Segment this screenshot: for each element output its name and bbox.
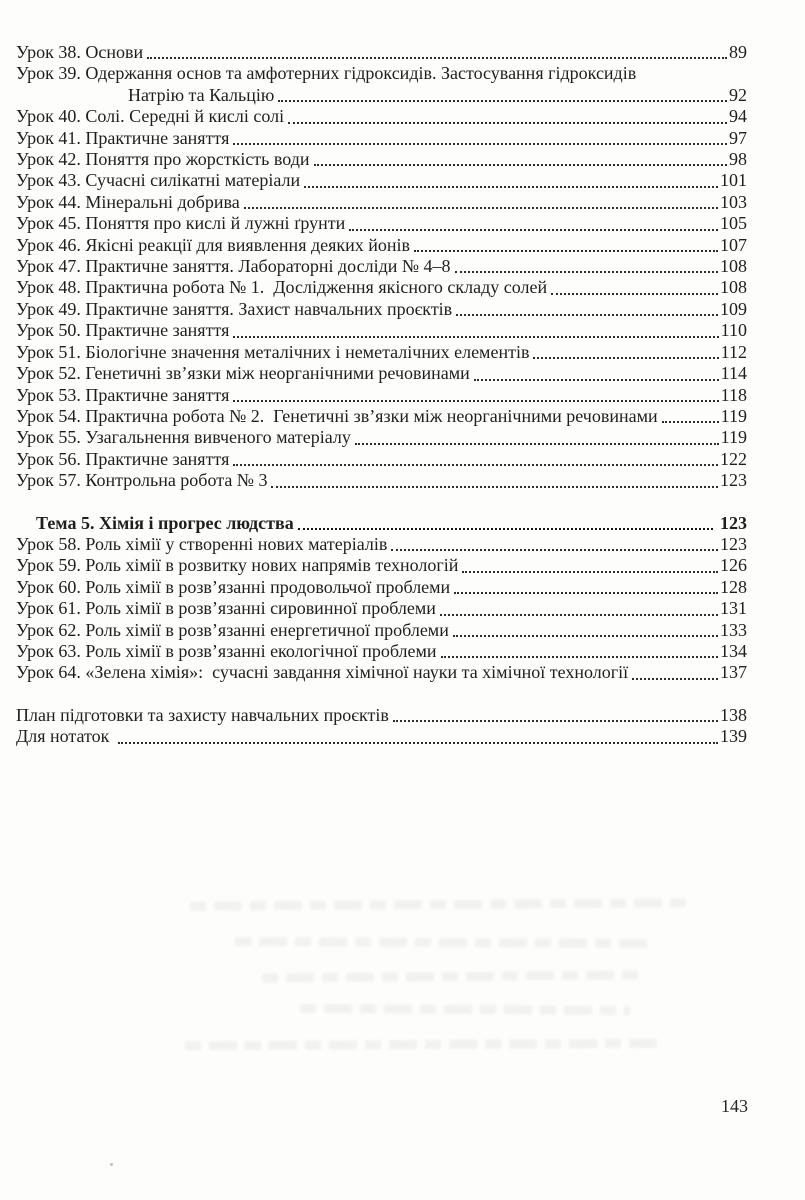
toc-entry-page: 133 (720, 619, 747, 640)
toc-dotted-leader (118, 742, 718, 744)
toc-entry (16, 726, 747, 747)
toc-entry-label: Урок 43. Сучасні силікатні матеріали (16, 170, 301, 191)
toc-entry-page: 109 (720, 298, 747, 319)
toc-list (16, 42, 747, 748)
page-number: 143 (721, 1096, 748, 1116)
toc-entry-label: Урок 59. Роль хімії в розвитку нових напрямів технологій (16, 555, 459, 576)
toc-entry-page: 123 (720, 470, 747, 491)
toc-dotted-leader (393, 720, 718, 722)
toc-entry-label: Урок 61. Роль хімії в розв’язанні сировинної проблеми (16, 598, 436, 619)
toc-dotted-leader (456, 314, 718, 316)
toc-entry-page: 119 (720, 405, 747, 426)
toc-entry (16, 299, 747, 320)
toc-dotted-leader (440, 614, 718, 616)
toc-entry-continuation: Натрію та Кальцію (128, 84, 275, 105)
toc-entry (16, 277, 747, 298)
toc-entry-label: Урок 54. Практична робота № 2. Генетичні зв’язки між неорганічними речовинами (16, 405, 658, 426)
toc-entry-label: Урок 44. Мінеральні добрива (16, 191, 240, 212)
toc-entry-label: Тема 5. Хімія і прогрес людства (36, 512, 294, 533)
toc-section-entry (16, 513, 747, 534)
show-through-artifact (185, 1039, 665, 1051)
toc-entry-label: Урок 38. Основи (16, 42, 144, 62)
toc-entry-label: Урок 49. Практичне заняття. Захист навчальних проєктів (16, 298, 453, 319)
toc-dotted-leader (474, 379, 719, 381)
toc-dotted-leader (454, 592, 718, 594)
toc-entry-page: 110 (720, 320, 747, 341)
show-through-artifact (190, 898, 690, 910)
toc-entry (16, 256, 747, 277)
toc-dotted-leader (147, 57, 727, 59)
show-through-artifact (235, 937, 655, 948)
toc-entry-page: 128 (720, 576, 747, 597)
toc-entry (16, 555, 747, 576)
toc-dotted-leader (349, 229, 718, 231)
toc-entry-page: 126 (720, 555, 747, 576)
toc-dotted-leader (632, 678, 718, 680)
toc-entry-label: Урок 42. Поняття про жорсткість води (16, 149, 310, 170)
toc-entry (16, 213, 747, 234)
toc-dotted-leader (233, 143, 727, 145)
toc-entry-label: Урок 57. Контрольна робота № 3 (16, 470, 268, 491)
toc-entry (16, 449, 747, 470)
show-through-artifact (300, 1004, 630, 1015)
toc-entry-page: 123 (720, 512, 747, 533)
toc-entry-page: 123 (720, 533, 747, 554)
toc-entry-page: 139 (720, 726, 747, 747)
toc-entry-label: План підготовки та захисту навчальних проєктів (16, 704, 389, 725)
toc-entry (16, 534, 747, 555)
toc-entry-page: 101 (720, 170, 747, 191)
toc-entry-page: 108 (720, 277, 747, 298)
toc-entry-label: Урок 50. Практичне заняття (16, 320, 230, 341)
toc-entry-label: Урок 64. «Зелена хімія»: сучасні завдання хімічної науки та хімічної технології (16, 662, 629, 683)
toc-entry-label: Урок 45. Поняття про кислі й лужні ґрунти (16, 213, 346, 234)
toc-entry (16, 620, 747, 641)
toc-entry-label: Урок 52. Генетичні зв’язки між неорганічними речовинами (16, 363, 470, 384)
toc-entry-label: Урок 62. Роль хімії в розв’язанні енергетичної проблеми (16, 619, 449, 640)
toc-entry (16, 342, 747, 363)
toc-entry-label: Урок 53. Практичне заняття (16, 384, 230, 405)
toc-dotted-leader (455, 271, 718, 273)
toc-entry-label: Урок 46. Якісні реакції для виявлення деяких йонів (16, 234, 411, 255)
toc-dotted-leader (453, 635, 718, 637)
toc-dotted-leader (355, 443, 719, 445)
toc-entry-page: 97 (729, 127, 747, 148)
toc-entry-page: 89 (729, 42, 747, 62)
toc-dotted-leader (551, 293, 718, 295)
toc-entry (16, 320, 747, 341)
toc-entry-page: 131 (720, 598, 747, 619)
toc-entry-label: Урок 40. Солі. Середні й кислі солі (16, 106, 285, 127)
toc-entry-page: 103 (720, 191, 747, 212)
toc-entry-page: 107 (720, 234, 747, 255)
toc-dotted-leader (233, 400, 718, 402)
toc-dotted-leader (271, 486, 718, 488)
toc-entry-label: Урок 39. Одержання основ та амфотерних гідроксидів. Застосування гідроксидів (16, 63, 637, 84)
toc-entry (16, 662, 747, 683)
toc-dotted-leader (304, 186, 718, 188)
scan-speck (110, 1163, 113, 1166)
toc-entry-label: Урок 51. Біологічне значення металічних і неметалічних елементів (16, 341, 530, 362)
toc-dotted-leader (414, 250, 718, 252)
toc-entry (16, 427, 747, 448)
toc-entry-page: 105 (720, 213, 747, 234)
toc-entry-page: 114 (720, 363, 747, 384)
toc-entry-label: Для нотаток (16, 726, 114, 747)
toc-entry (16, 363, 747, 384)
toc-entry (16, 641, 747, 662)
toc-entry (16, 170, 747, 191)
toc-entry-page: 122 (720, 448, 747, 469)
toc-entry-page: 138 (720, 704, 747, 725)
toc-entry-page: 108 (720, 256, 747, 277)
toc-dotted-leader (662, 421, 719, 423)
toc-entry (16, 406, 747, 427)
toc-entry-label: Урок 56. Практичне заняття (16, 448, 230, 469)
toc-entry (16, 149, 747, 170)
toc-entry (16, 106, 747, 127)
toc-entry (16, 42, 747, 63)
toc-entry-label: Урок 41. Практичне заняття (16, 127, 230, 148)
toc-entry-label: Урок 63. Роль хімії в розв’язанні екологічної проблеми (16, 640, 437, 661)
toc-dotted-leader (533, 357, 718, 359)
toc-entry-label: Урок 55. Узагальнення вивченого матеріалу (16, 427, 351, 448)
toc-entry-page: 118 (720, 384, 747, 405)
toc-entry (16, 235, 747, 256)
toc-entry (16, 63, 747, 84)
toc-dotted-leader (278, 100, 727, 102)
toc-entry-page: 94 (729, 106, 747, 127)
toc-dotted-leader (441, 656, 718, 658)
toc-entry (16, 705, 747, 726)
toc-entry-label: Урок 47. Практичне заняття. Лабораторні досліди № 4–8 (16, 256, 451, 277)
toc-dotted-leader (391, 549, 718, 551)
toc-entry-page: 98 (729, 149, 747, 170)
toc-entry-page: 134 (720, 640, 747, 661)
show-through-artifact (262, 970, 642, 982)
toc-entry-page: 137 (720, 662, 747, 683)
toc-dotted-leader (244, 207, 718, 209)
toc-entry (16, 85, 747, 106)
toc-entry (16, 385, 747, 406)
toc-entry (16, 192, 747, 213)
toc-entry-label: Урок 60. Роль хімії в розв’язанні продовольчої проблеми (16, 576, 451, 597)
toc-entry-page: 92 (729, 84, 747, 105)
toc-dotted-leader (233, 336, 718, 338)
toc-entry-page: 112 (720, 341, 747, 362)
toc-dotted-leader (298, 528, 713, 530)
toc-entry (16, 577, 747, 598)
toc-entry-label: Урок 48. Практична робота № 1. Дослідження якісного складу солей (16, 277, 548, 298)
toc-dotted-leader (314, 164, 727, 166)
toc-entry-label: Урок 58. Роль хімії у створенні нових матеріалів (16, 533, 388, 554)
toc-dotted-leader (233, 464, 718, 466)
toc-dotted-leader (288, 122, 727, 124)
toc-dotted-leader (462, 571, 718, 573)
toc-entry-page: 119 (720, 427, 747, 448)
toc-entry (16, 598, 747, 619)
toc-entry (16, 128, 747, 149)
toc-entry (16, 470, 747, 491)
